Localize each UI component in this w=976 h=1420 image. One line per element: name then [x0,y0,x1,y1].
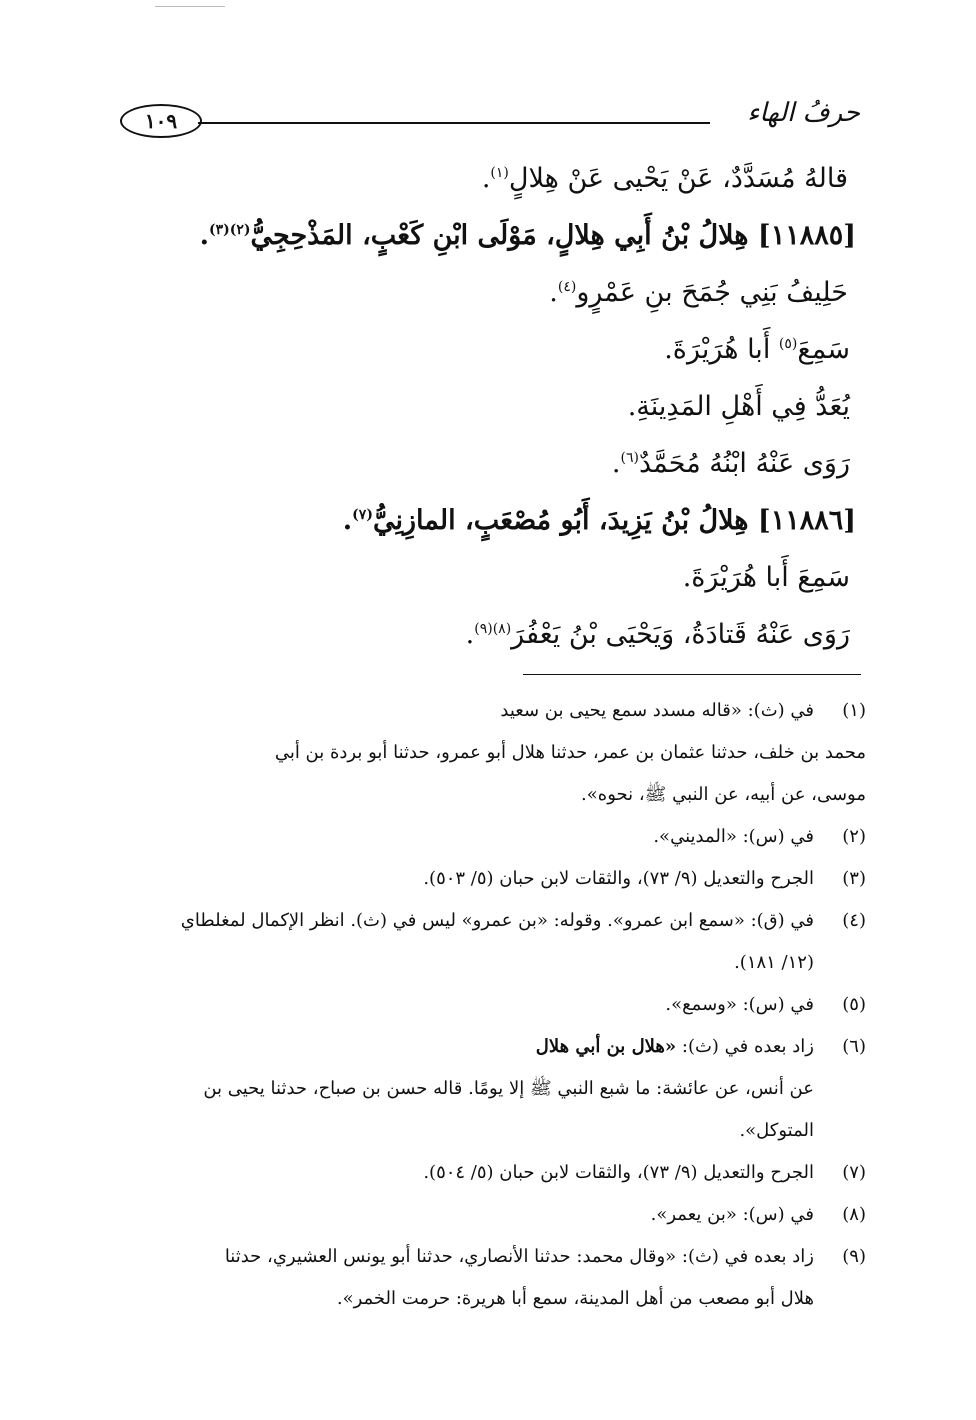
footnote-2 [106,816,866,858]
footnote-number: (١) [842,700,866,721]
footnote-ref[interactable]: (٨)(٩) [474,621,512,637]
footnote-1-continuation: محمد بن خلف، حدثنا عثمان بن عمر، حدثنا هلال أبو عمرو، حدثنا أبو بردة بن أبي [274,742,866,763]
footnote-9-continuation [106,1278,866,1320]
footnote-ref[interactable]: (١) [490,165,509,181]
line-text: يُعَدُّ فِي أَهْلِ المَدِينَةِ. [627,391,850,422]
footnote-5 [106,984,866,1026]
footnote-text-part: زاد بعده في (ث): [676,1036,814,1057]
line-text: حَلِيفُ بَنِي جُمَحَ بنِ عَمْرٍو [576,277,848,308]
footnote-separator [523,674,861,675]
footnote-bold-text: «هلال بن أبي هلال [535,1036,677,1057]
footnote-text: في (س): «المديني». [653,826,814,847]
line-end: . [611,448,621,479]
line-text: رَوَى عَنْهُ ابْنُهُ مُحَمَّدٌ [638,448,850,479]
footnote-4 [106,900,866,942]
page-header [120,96,860,140]
text-line [116,378,856,435]
entry-heading-11886 [116,492,856,549]
footnote-number: (٧) [842,1162,866,1183]
footnote-number: (٥) [842,994,866,1015]
line-text: رَوَى عَنْهُ قَتادَةُ، وَيَحْيَى بْنُ يَعْفُرَ [511,619,850,650]
footnote-ref[interactable]: (٧) [352,507,373,523]
footnote-number: (٨) [842,1204,866,1225]
footnote-text: في (ث): «قاله مسدد سمع يحيى بن سعيد [500,700,814,721]
page-number: ١٠٩ [120,104,202,138]
footnote-9 [106,1236,866,1278]
footnote-1-continuation: موسى، عن أبيه، عن النبي ﷺ، نحوه». [581,784,866,805]
footnote-text: في (ق): «سمع ابن عمرو». وقوله: «بن عمرو» ليس في (ث). انظر الإكمال لمغلطاي [180,910,814,931]
footnote-text: زاد بعده في (ث): «وقال محمد: حدثنا الأنصاري، حدثنا أبو يونس العشيري، حدثنا [224,1246,814,1267]
footnotes [106,690,866,1320]
running-title: حرفُ الهاء [747,98,860,128]
line-text: سَمِعَ أَبا هُرَيْرَةَ. [682,562,850,593]
footnote-6 [106,1026,866,1068]
footnote-3 [106,858,866,900]
entry-name: هِلالُ بْنُ يَزِيدَ، أَبُو مُصْعَبٍ، المازِنِيُّ [372,505,749,536]
footnote-text [106,1026,814,1068]
text-line [116,435,856,492]
text-line [116,150,856,207]
footnote-ref[interactable]: (٦) [620,450,639,466]
text-line [116,549,856,606]
footnote-number: (٤) [842,910,866,931]
text-line [116,321,856,378]
footnote-number: (٩) [842,1246,866,1267]
line-end: . [549,277,558,308]
footnote-ref[interactable]: (٢)(٣) [208,222,251,238]
entry-name: هِلالُ بْنُ أَبِي هِلالٍ، مَوْلَى ابْنِ كَعْبٍ، المَذْحِجِيُّ [250,220,749,251]
line-end: . [481,163,491,194]
footnote-4-continuation [106,942,866,984]
footnote-ref[interactable]: (٥) [778,336,798,352]
footnote-number: (٣) [842,868,866,889]
footnote-text: هلال أبو مصعب من أهل المدينة، سمع أبا هريرة: حرمت الخمر». [336,1288,814,1309]
footnote-text: في (س): «وسمع». [665,994,814,1015]
header-rule [198,122,710,124]
footnote-text: المتوكل». [739,1120,814,1141]
footnote-text: في (س): «بن يعمر». [650,1204,814,1225]
scan-artifact-line [155,6,225,7]
line-text: سَمِعَ [797,334,850,365]
entry-number: [١١٨٨٥] [757,220,856,251]
line-text: قالهُ مُسَدَّدٌ، عَنْ يَحْيى عَنْ هِلالٍ [508,163,848,194]
footnote-1 [106,690,866,732]
entry-number: [١١٨٨٦] [757,505,856,536]
footnote-7 [106,1152,866,1194]
footnote-text: عن أنس، عن عائشة: ما شبع النبي ﷺ إلا يومًا. قاله حسن بن صباح، حدثنا يحيى بن [203,1078,814,1099]
footnote-text: (١٢/ ١٨١). [734,952,814,973]
line-text: أَبا هُرَيْرَةَ. [664,334,771,365]
entry-heading-11885 [116,207,856,264]
footnote-6-continuation [106,1068,866,1110]
text-line [116,606,856,663]
line-end: . [342,505,353,536]
footnote-text: الجرح والتعديل (٩/ ٧٣)، والثقات لابن حبان (٥/ ٥٠٣). [423,868,814,889]
line-end: . [465,619,475,650]
line-end: . [199,220,209,251]
footnote-number: (٦) [842,1036,866,1057]
footnote-8 [106,1194,866,1236]
footnote-number: (٢) [842,826,866,847]
text-line [116,264,856,321]
footnote-6-continuation [106,1110,866,1152]
footnote-ref[interactable]: (٤) [557,279,577,295]
main-text [116,150,856,663]
footnote-text: الجرح والتعديل (٩/ ٧٣)، والثقات لابن حبان (٥/ ٥٠٤). [423,1162,814,1183]
